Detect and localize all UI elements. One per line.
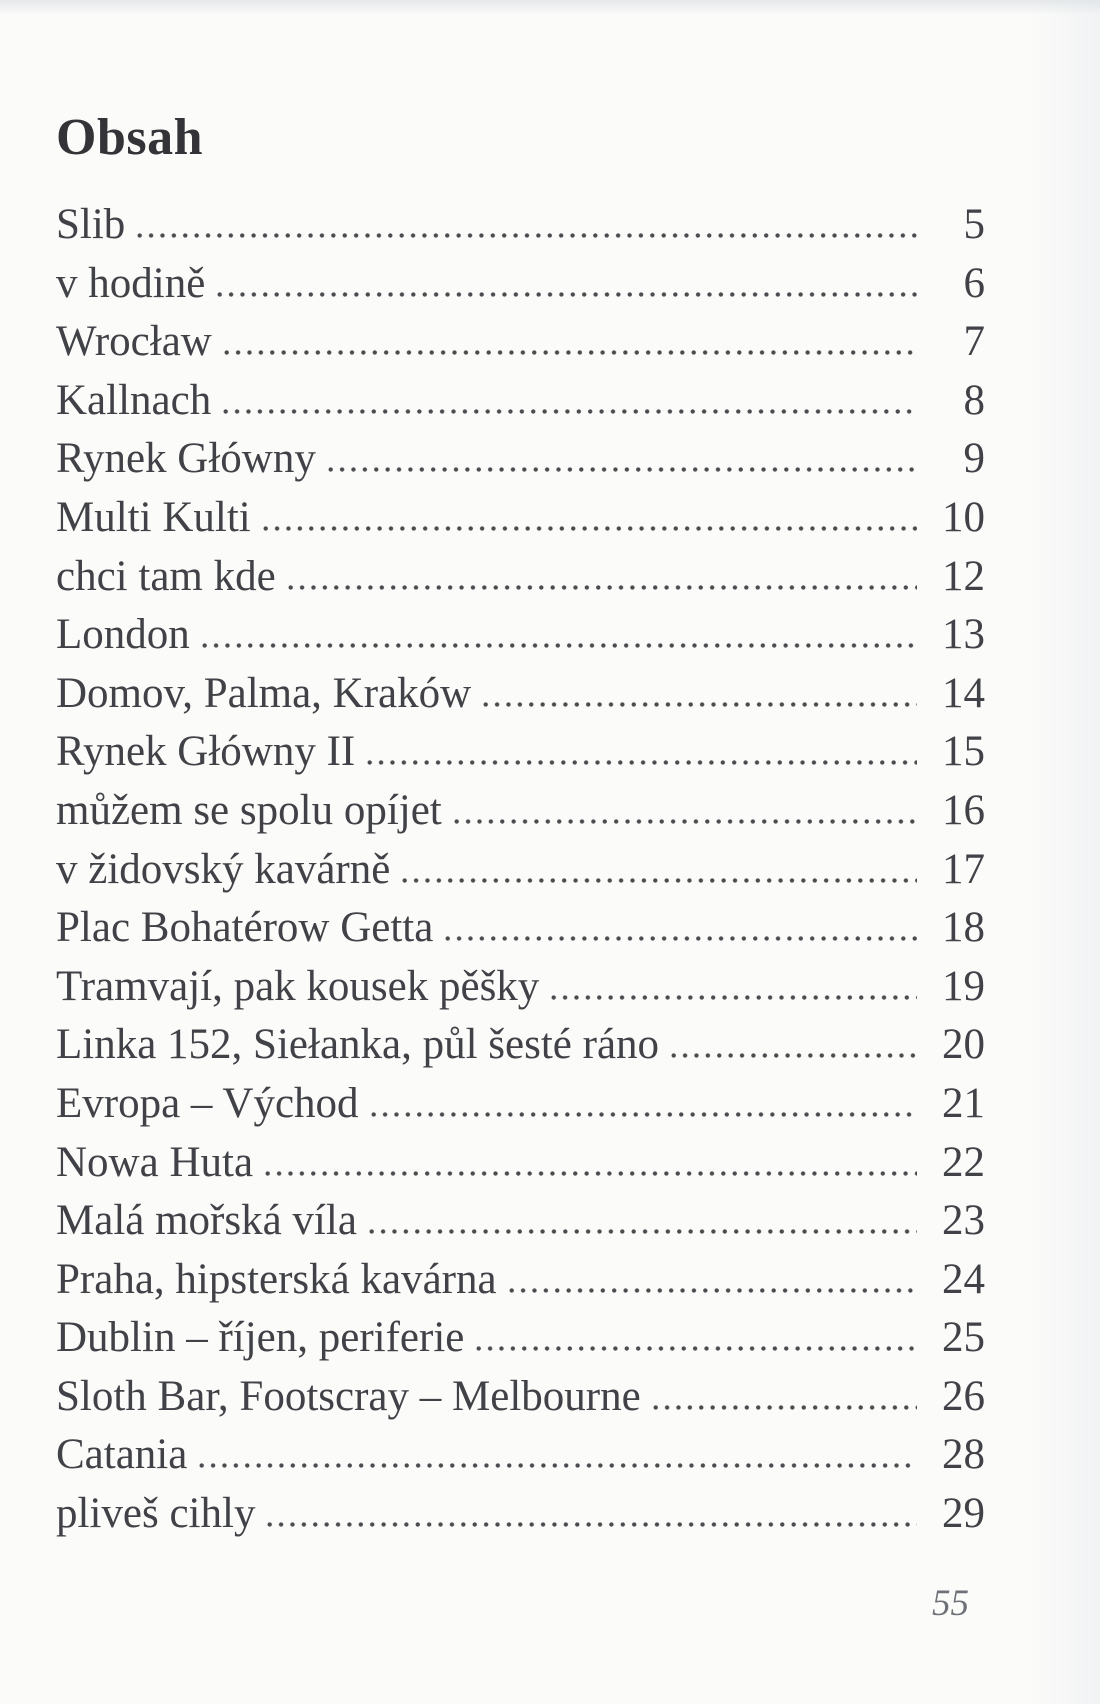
toc-entry-page: 10 (942, 493, 985, 541)
toc-entry-page: 15 (942, 728, 985, 776)
toc-entry (56, 489, 985, 548)
toc-entry (56, 372, 985, 431)
dotted-leader (220, 409, 917, 414)
toc-entry-page: 22 (942, 1138, 985, 1186)
toc-entry-label: Linka 152, Siełanka, půl šesté ráno (56, 1021, 660, 1069)
dotted-leader (650, 1405, 917, 1410)
dotted-leader (262, 1171, 917, 1176)
toc-entry-page: 13 (942, 611, 985, 659)
toc-entry-page: 9 (963, 435, 985, 483)
dotted-leader (214, 292, 917, 297)
toc-entry-label: v hodině (56, 259, 206, 307)
toc-entry-label: Catania (56, 1431, 188, 1479)
toc-entry (56, 1016, 985, 1075)
toc-entry-label: Kallnach (56, 376, 212, 424)
toc-entry (56, 1192, 985, 1251)
toc-entry-page: 18 (942, 904, 985, 952)
toc-entry-label: Dublin – říjen, periferie (56, 1314, 465, 1362)
toc-entry (56, 723, 985, 782)
toc-entry-label: pliveš cihly (56, 1490, 256, 1538)
toc-entry-page: 19 (942, 962, 985, 1010)
toc-entry (56, 841, 985, 900)
toc-entry-label: Multi Kulti (56, 493, 251, 541)
dotted-leader (196, 1463, 917, 1468)
toc-entry-page: 16 (942, 786, 985, 834)
dotted-leader (473, 1346, 917, 1351)
toc-entry-page: 24 (942, 1255, 985, 1303)
toc-entry-label: Slib (56, 201, 126, 248)
toc-entry (56, 548, 985, 607)
toc-entry-label: Rynek Główny (56, 435, 316, 483)
dotted-leader (506, 1288, 917, 1293)
toc-entry-page: 5 (963, 201, 985, 248)
toc-entry (56, 196, 985, 255)
toc-entry-page: 7 (963, 318, 985, 366)
toc-entry-page: 28 (942, 1431, 985, 1479)
dotted-leader (260, 526, 917, 531)
toc-entry (56, 255, 985, 314)
toc-entry (56, 1251, 985, 1310)
dotted-leader (442, 936, 917, 941)
toc-list (56, 196, 985, 1544)
dotted-leader (264, 1522, 917, 1527)
toc-entry (56, 1368, 985, 1427)
toc-entry-label: Malá mořská víla (56, 1197, 357, 1245)
toc-entry (56, 1485, 985, 1544)
toc-entry (56, 899, 985, 958)
toc-entry (56, 782, 985, 841)
toc-entry (56, 1309, 985, 1368)
toc-entry-page: 21 (942, 1079, 985, 1127)
toc-entry-page: 8 (963, 376, 985, 424)
dotted-leader (221, 350, 917, 355)
toc-entry-label: Domov, Palma, Kraków (56, 669, 472, 717)
toc-entry-page: 12 (942, 552, 985, 600)
toc-entry-label: Rynek Główny II (56, 728, 356, 776)
dotted-leader (451, 819, 917, 824)
dotted-leader (368, 1112, 917, 1117)
toc-entry-label: můžem se spolu opíjet (56, 786, 442, 834)
dotted-leader (325, 467, 917, 472)
toc-entry-page: 6 (963, 259, 985, 307)
toc-entry-label: Sloth Bar, Footscray – Melbourne (56, 1372, 641, 1420)
dotted-leader (548, 995, 917, 1000)
toc-entry (56, 430, 985, 489)
dotted-leader (668, 1053, 917, 1058)
toc-entry-page: 20 (942, 1021, 985, 1069)
toc-entry (56, 958, 985, 1017)
footer-page-number: 55 (932, 1582, 969, 1624)
toc-entry-page: 23 (942, 1197, 985, 1245)
toc-entry (56, 606, 985, 665)
dotted-leader (480, 702, 917, 707)
toc-entry (56, 1426, 985, 1485)
toc-entry (56, 313, 985, 372)
toc-entry (56, 1134, 985, 1193)
toc-entry-label: Wrocław (56, 318, 212, 366)
toc-entry (56, 1075, 985, 1134)
dotted-leader (366, 1229, 917, 1234)
toc-entry-label: London (56, 611, 190, 659)
toc-entry-page: 17 (942, 845, 985, 893)
toc-entry-label: Nowa Huta (56, 1138, 254, 1186)
toc-entry-page: 25 (942, 1314, 985, 1362)
dotted-leader (134, 233, 917, 238)
toc-entry-label: Plac Bohatérow Getta (56, 904, 434, 952)
dotted-leader (399, 878, 917, 883)
dotted-leader (364, 760, 917, 765)
toc-entry-page: 29 (942, 1490, 985, 1538)
toc-entry-label: Tramvají, pak kousek pěšky (56, 962, 540, 1010)
toc-entry-label: v židovský kavárně (56, 845, 391, 893)
toc-entry (56, 665, 985, 724)
toc-entry-page: 14 (942, 669, 985, 717)
dotted-leader (199, 643, 917, 648)
dotted-leader (285, 585, 917, 590)
toc-entry-page: 26 (942, 1372, 985, 1420)
toc-entry-label: Praha, hipsterská kavárna (56, 1255, 497, 1303)
page-title: Obsah (56, 109, 204, 166)
toc-entry-label: Evropa – Východ (56, 1079, 359, 1127)
toc-entry-label: chci tam kde (56, 552, 276, 600)
